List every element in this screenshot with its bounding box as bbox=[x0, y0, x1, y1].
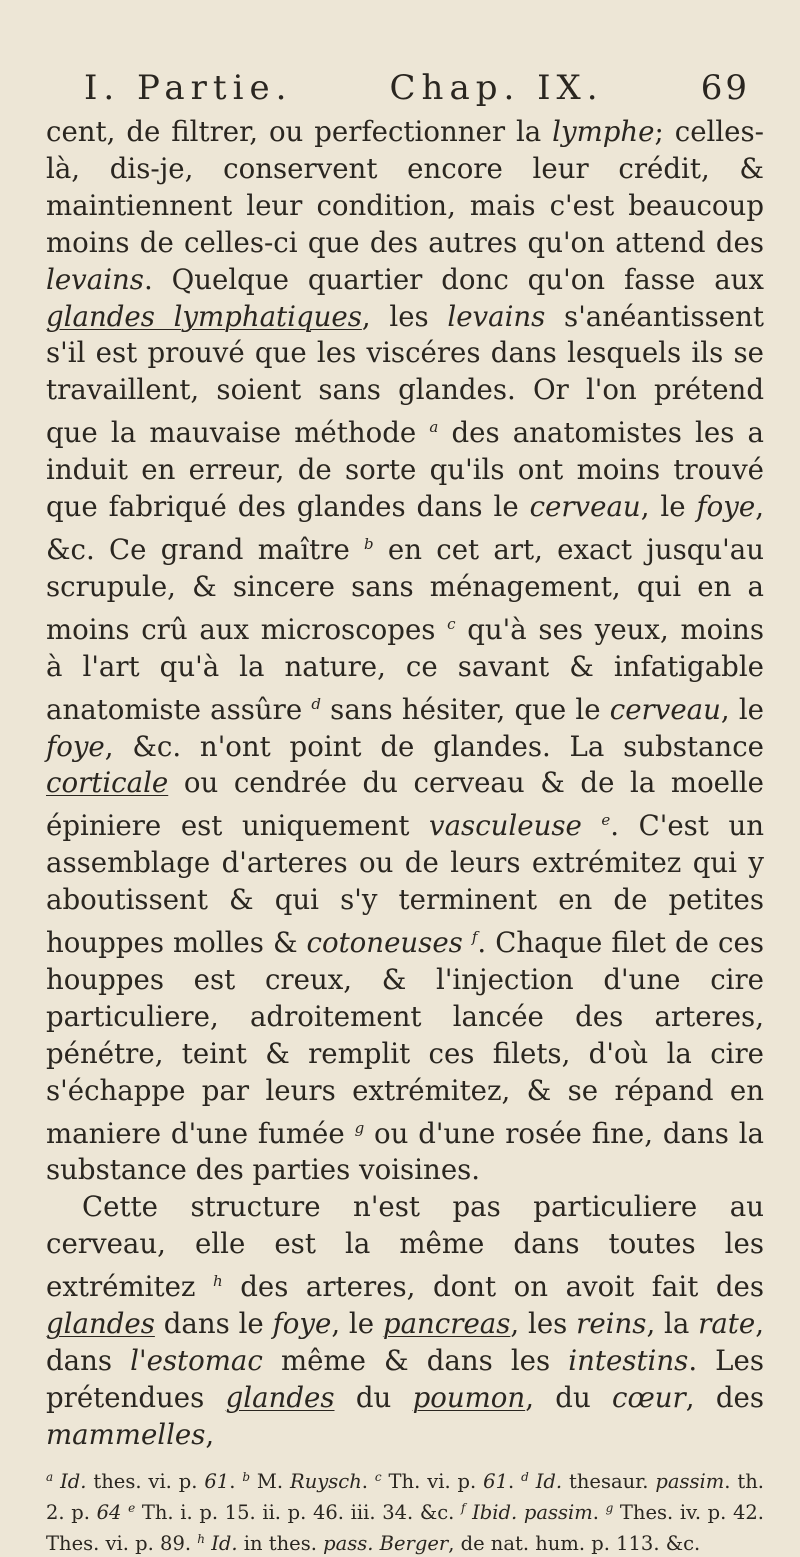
italic-term: passim bbox=[655, 1469, 725, 1493]
footnote-marker: c bbox=[374, 1469, 382, 1484]
text-run: , de nat. hum. p. 113. &c. bbox=[448, 1531, 701, 1555]
italic-term: cerveau bbox=[609, 692, 721, 726]
italic-term: l'estomac bbox=[130, 1344, 263, 1377]
text-run: , la bbox=[646, 1307, 699, 1341]
text-run: du bbox=[334, 1380, 413, 1414]
text-run: ou d'une rosée fine, dans la substance des parties voisines. bbox=[46, 1116, 765, 1187]
footnotes bbox=[46, 1464, 764, 1557]
text-run: , le bbox=[640, 490, 697, 524]
footnote-marker: e bbox=[128, 1500, 136, 1515]
italic-term: levains bbox=[447, 299, 546, 333]
text-run: des anatomistes les a induit en erreur, de sorte qu'ils ont moins trouvé que fabriqué des glandes dans le bbox=[46, 416, 764, 524]
footnote-marker: h bbox=[213, 1272, 223, 1291]
text-run: ; celles-là, dis-je, conservent encore leur crédit, & maintiennent leur condition, mais c'est beaucoup moins de celles-ci que des autres qu'on attend des bbox=[46, 115, 764, 259]
footnote-marker: b bbox=[364, 534, 374, 553]
main-text bbox=[46, 114, 764, 1454]
italic-term: Ibid. passim bbox=[472, 1500, 593, 1524]
footnote-marker: g bbox=[605, 1500, 614, 1515]
text-run: , le bbox=[720, 692, 764, 726]
text-run: , le bbox=[331, 1307, 383, 1341]
italic-term: levains bbox=[46, 262, 144, 296]
text-run: . Chaque filet de ces houppes est creux, & l'injection d'une cire particuliere, adroitement lancée des arteres, pénétre, teint & remplit ces filets, d'où la cire s'échappe par leurs extrémitez, & se répand en maniere d'une fumée bbox=[46, 926, 764, 1150]
underlined-term: poumon bbox=[412, 1380, 526, 1414]
footnote-marker: g bbox=[354, 1118, 365, 1137]
underlined-term: glandes lymphatiques bbox=[46, 299, 362, 333]
italic-term: foye bbox=[272, 1307, 332, 1341]
text-run: sans hésiter, que le bbox=[320, 692, 610, 726]
italic-term: reins bbox=[576, 1307, 647, 1341]
text-run: cent, de filtrer, ou perfectionner la bbox=[46, 115, 553, 148]
text-run: en cet art, exact jusqu'au scrupule, & sincere sans ménagement, qui en a moins crû aux microscopes bbox=[46, 532, 764, 646]
italic-term: rate bbox=[698, 1307, 756, 1341]
underlined-term: pancreas bbox=[382, 1307, 511, 1341]
footnote-marker: f bbox=[461, 1500, 466, 1515]
text-run: . bbox=[507, 1469, 522, 1493]
text-run: dans le bbox=[154, 1307, 273, 1341]
footnote-marker: c bbox=[447, 614, 456, 633]
italic-term: lymphe bbox=[552, 115, 655, 148]
text-run: in thes. bbox=[237, 1531, 324, 1555]
running-header bbox=[46, 68, 764, 114]
footnote-marker: b bbox=[242, 1469, 251, 1484]
text-run: des arteres, dont on avoit fait des bbox=[222, 1270, 764, 1304]
italic-term: foye bbox=[696, 490, 756, 524]
italic-term: cerveau bbox=[529, 490, 641, 524]
text-run: , des bbox=[685, 1380, 764, 1414]
footnote-marker: d bbox=[521, 1469, 529, 1484]
italic-term: mammelles bbox=[46, 1417, 206, 1451]
text-run bbox=[463, 926, 472, 959]
page-number: 69 bbox=[700, 68, 750, 108]
text-run: , les bbox=[361, 299, 448, 333]
italic-term: Id. bbox=[535, 1469, 563, 1493]
italic-term: 64 bbox=[96, 1500, 122, 1524]
text-run bbox=[465, 1501, 472, 1524]
text-run bbox=[582, 809, 602, 842]
footnote-marker: d bbox=[311, 694, 321, 713]
text-run: , dans bbox=[46, 1307, 764, 1377]
footnote-marker: h bbox=[197, 1531, 205, 1546]
italic-term: foye bbox=[46, 729, 105, 763]
italic-term: Ruysch bbox=[290, 1469, 362, 1493]
italic-term: Id. bbox=[211, 1531, 238, 1555]
text-run: M. bbox=[250, 1469, 291, 1493]
text-run: Th. i. p. 15. ii. p. 46. iii. 34. &c. bbox=[135, 1500, 461, 1524]
text-run: . Quelque quartier donc qu'on fasse aux bbox=[143, 262, 764, 296]
text-run: . bbox=[592, 1500, 606, 1524]
text-run: . bbox=[361, 1469, 375, 1493]
paragraph bbox=[46, 114, 764, 1189]
footnote-marker: f bbox=[471, 928, 478, 947]
text-run: , &c. n'ont point de glandes. La substance bbox=[104, 729, 764, 763]
italic-term: 61 bbox=[204, 1469, 230, 1493]
underlined-term: glandes bbox=[46, 1307, 155, 1341]
text-run: , du bbox=[525, 1380, 613, 1414]
text-run: Thes. iv. p. 42. Thes. vi. p. 89. bbox=[46, 1500, 765, 1555]
text-run: , bbox=[205, 1417, 215, 1451]
text-run bbox=[121, 1501, 128, 1524]
text-run bbox=[53, 1470, 60, 1493]
text-run: s'anéantissent s'il est prouvé que les viscéres dans lesquels ils se travaillent, soient sans glandes. Or l'on prétend que la mauvaise méthode bbox=[46, 299, 764, 450]
text-run: . th. 2. p. bbox=[46, 1469, 764, 1524]
footnote-marker: e bbox=[601, 811, 611, 830]
italic-term: Id. bbox=[60, 1469, 87, 1493]
text-run: thes. vi. p. bbox=[86, 1469, 205, 1493]
paragraph bbox=[46, 1189, 764, 1453]
italic-term: pass. Berger bbox=[323, 1531, 449, 1555]
text-run: Cette structure n'est pas particuliere au cerveau, elle est la même dans toutes les extrémitez bbox=[46, 1190, 764, 1304]
text-run: . C'est un assemblage d'arteres ou de leurs extrémitez qui y aboutissent & qui s'y terminent en de petites houppes molles & bbox=[46, 809, 764, 960]
text-run: même & dans les bbox=[262, 1344, 569, 1377]
text-run bbox=[529, 1470, 536, 1493]
footnote-marker: a bbox=[46, 1469, 54, 1484]
text-run: thesaur. bbox=[562, 1469, 656, 1493]
underlined-term: glandes bbox=[225, 1380, 335, 1414]
underlined-term: corticale bbox=[46, 766, 169, 800]
italic-term: 61 bbox=[483, 1469, 508, 1493]
italic-term: intestins bbox=[568, 1344, 689, 1377]
text-run: , les bbox=[510, 1307, 577, 1341]
italic-term: cotoneuses bbox=[306, 926, 463, 960]
text-run: , &c. Ce grand maître bbox=[46, 490, 764, 566]
chapter-title: Chap. IX. bbox=[389, 68, 604, 108]
text-run: ou cendrée du cerveau & de la moelle épiniere est uniquement bbox=[46, 766, 764, 843]
text-run: Th. vi. p. bbox=[381, 1469, 484, 1493]
footnote-marker: a bbox=[429, 418, 439, 437]
italic-term: vasculeuse bbox=[429, 809, 582, 843]
text-run: . bbox=[229, 1469, 243, 1493]
italic-term: cœur bbox=[612, 1380, 686, 1414]
text-run: qu'à ses yeux, moins à l'art qu'à la nature, ce savant & infatigable anatomiste assûre bbox=[46, 612, 764, 726]
text-run: . Les prétendues bbox=[46, 1344, 764, 1414]
part-title: I. Partie. bbox=[84, 68, 293, 108]
